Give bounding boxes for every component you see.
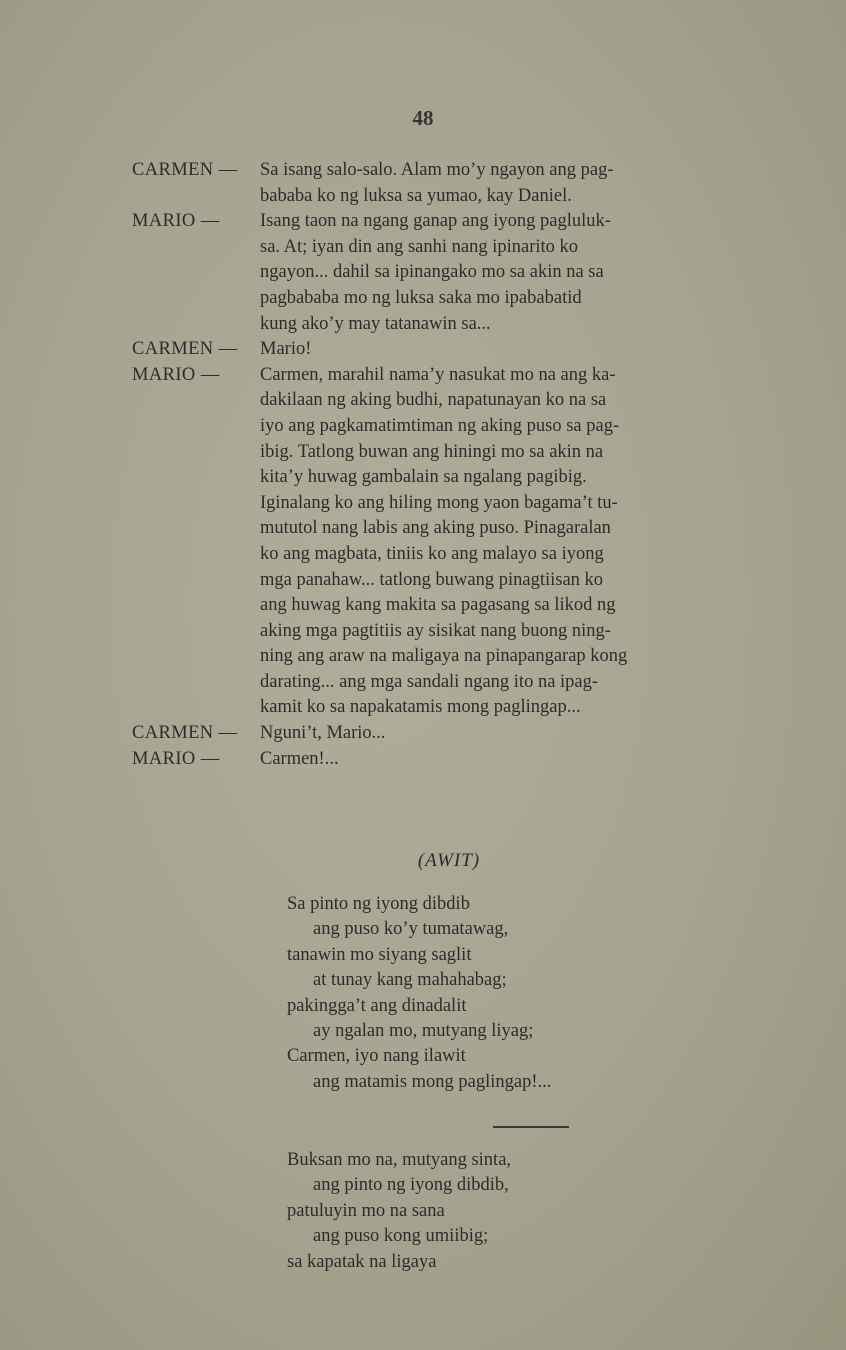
dialogue-entry [132, 158, 772, 209]
song-stanza-2 [287, 1148, 511, 1275]
dialogue-line: ning ang araw na maligaya na pinapangarap kong [260, 646, 628, 667]
dialogue-line: pagbababa mo ng luksa saka mo ipababatid [260, 287, 582, 308]
page-number: 48 [412, 106, 434, 130]
dialogue-line: bababa ko ng luksa sa yumao, kay Daniel. [260, 185, 572, 206]
dialogue-line: dakilaan ng aking budhi, napatunayan ko na sa [260, 390, 607, 411]
dialogue-line: ngayon... dahil sa ipinangako mo sa akin na sa [260, 262, 604, 283]
song-stanza-1 [287, 892, 551, 1095]
dialogue-line: kamit ko sa napakatamis mong paglingap... [260, 697, 581, 718]
dialogue-line: aking mga pagtitiis ay sisikat nang buong ning- [260, 620, 611, 641]
speaker-name: CARMEN — [132, 723, 238, 744]
stanza-divider [493, 1126, 569, 1128]
song-verse: sa kapatak na ligaya [287, 1251, 437, 1272]
song-verse: pakingga’t ang dinadalit [287, 995, 467, 1016]
song-verse: Buksan mo na, mutyang sinta, [287, 1150, 512, 1170]
dialogue-line: Carmen!... [260, 748, 339, 769]
dialogue-line: Isang taon na ngang ganap ang iyong pagluluk- [260, 211, 611, 232]
song-verse: Carmen, iyo nang ilawit [287, 1046, 466, 1067]
dialogue-entry [132, 747, 772, 773]
song-verse: tanawin mo siyang saglit [287, 944, 472, 965]
song-verse: patuluyin mo na sana [287, 1200, 445, 1221]
song-verse: ang matamis mong paglingap!... [313, 1071, 552, 1092]
speaker-name: CARMEN — [132, 160, 238, 180]
song-verse: Sa pinto ng iyong dibdib [287, 894, 470, 914]
song-verse: ang pinto ng iyong dibdib, [313, 1175, 509, 1196]
dialogue-line: ko ang magbata, tiniis ko ang malayo sa iyong [260, 543, 604, 564]
dialogue-line: Carmen, marahil nama’y nasukat mo na ang ka- [260, 364, 616, 385]
dialogue-line: sa. At; iyan din ang sanhi nang ipinarito ko [260, 236, 579, 257]
speaker-name: MARIO — [132, 211, 220, 232]
song-verse: at tunay kang mahahabag; [313, 970, 507, 991]
dialogue-entry [132, 337, 772, 363]
dialogue-block [132, 158, 772, 772]
song-verse: ay ngalan mo, mutyang liyag; [313, 1021, 534, 1042]
song-verse: ang puso kong umiibig; [313, 1226, 489, 1247]
dialogue-entry [132, 363, 772, 721]
song-title: (AWIT) [417, 850, 481, 871]
dialogue-line: kung ako’y may tatanawin sa... [260, 313, 491, 334]
dialogue-entry [132, 721, 772, 747]
dialogue-entry [132, 209, 772, 337]
dialogue-line: Iginalang ko ang hiling mong yaon bagama’t tu- [260, 492, 618, 513]
dialogue-line: iyo ang pagkamatimtiman ng aking puso sa pag- [260, 415, 620, 436]
song-verse: ang puso ko’y tumatawag, [313, 919, 509, 940]
dialogue-line: darating... ang mga sandali ngang ito na ipag- [260, 671, 599, 692]
dialogue-line: Mario! [260, 339, 312, 360]
dialogue-line: mututol nang labis ang aking puso. Pinagaralan [260, 518, 611, 539]
dialogue-line: ang huwag kang makita sa pagasang sa likod ng [260, 595, 616, 616]
speaker-name: MARIO — [132, 748, 220, 769]
speaker-name: CARMEN — [132, 339, 238, 360]
dialogue-line: Nguni’t, Mario... [260, 723, 386, 744]
dialogue-line: ibig. Tatlong buwan ang hiningi mo sa akin na [260, 441, 604, 462]
dialogue-line: Sa isang salo-salo. Alam mo’y ngayon ang pag- [260, 160, 614, 180]
dialogue-line: kita’y huwag gambalain sa ngalang pagibig. [260, 467, 587, 488]
speaker-name: MARIO — [132, 364, 220, 385]
dialogue-line: mga panahaw... tatlong buwang pinagtiisan ko [260, 569, 604, 590]
